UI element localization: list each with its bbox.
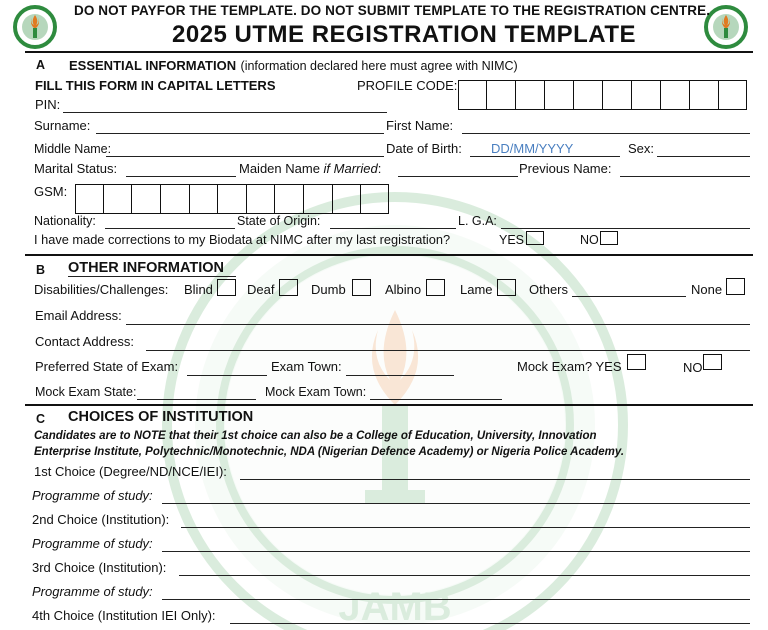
option-blind-label: Blind <box>184 282 213 297</box>
section-divider <box>25 404 753 406</box>
section-b-title: OTHER INFORMATION <box>68 260 224 276</box>
programme-1-label: Programme of study: <box>32 488 153 503</box>
marital-status-label: Marital Status: <box>34 161 118 176</box>
section-a-title: ESSENTIAL INFORMATION <box>69 58 237 73</box>
section-b-letter: B <box>36 263 46 277</box>
corrections-no-label: NO <box>580 233 599 247</box>
jamb-logo-left <box>13 5 57 49</box>
pin-field[interactable] <box>63 112 387 113</box>
mock-exam-no-checkbox[interactable] <box>703 354 722 370</box>
option-none-checkbox[interactable] <box>726 278 745 295</box>
corrections-yes-checkbox[interactable] <box>526 231 544 245</box>
preferred-state-label: Preferred State of Exam: <box>35 359 179 374</box>
maiden-name-field[interactable] <box>398 176 518 177</box>
programme-1-field[interactable] <box>162 503 750 504</box>
section-c-title: CHOICES OF INSTITUTION <box>68 409 254 425</box>
lga-label: L. G.A: <box>458 214 497 228</box>
option-albino-checkbox[interactable] <box>426 279 445 296</box>
programme-3-label: Programme of study: <box>32 584 153 599</box>
mock-exam-no-label: NO <box>683 360 703 375</box>
exam-town-field[interactable] <box>346 375 454 376</box>
choices-note-line2: Enterprise Institute, Polytechnic/Monotechnic, NDA (Nigerian Defence Academy) or Nigeria Police Academy. <box>34 446 625 458</box>
header-warning-note: DO NOT PAYFOR THE TEMPLATE. DO NOT SUBMIT TEMPLATE TO THE REGISTRATION CENTRE. <box>74 3 711 18</box>
programme-2-label: Programme of study: <box>32 536 153 551</box>
section-b-title-underline <box>68 276 236 277</box>
surname-field[interactable] <box>96 133 384 134</box>
dob-field[interactable] <box>470 156 620 157</box>
dob-placeholder: DD/MM/YYYY <box>491 141 574 156</box>
email-field[interactable] <box>126 324 750 325</box>
state-of-origin-field[interactable] <box>330 228 456 229</box>
option-albino-label: Albino <box>385 282 422 297</box>
programme-2-field[interactable] <box>162 551 750 552</box>
profile-code-label: PROFILE CODE: <box>357 78 458 93</box>
sex-label: Sex: <box>628 141 655 156</box>
nationality-field[interactable] <box>105 228 235 229</box>
surname-label: Surname: <box>34 118 91 133</box>
option-blind-checkbox[interactable] <box>217 279 236 296</box>
profile-code-cells <box>458 80 747 110</box>
sex-field[interactable] <box>657 156 750 157</box>
mock-exam-town-label: Mock Exam Town: <box>265 385 367 399</box>
corrections-question: I have made corrections to my Biodata at NIMC after my last registration? <box>34 232 451 247</box>
email-label: Email Address: <box>35 308 122 323</box>
pin-label: PIN: <box>35 97 61 112</box>
mock-exam-state-label: Mock Exam State: <box>35 385 137 399</box>
lga-field[interactable] <box>501 228 750 229</box>
mock-exam-state-field[interactable] <box>137 399 256 400</box>
section-a-letter: A <box>36 58 46 72</box>
first-name-label: First Name: <box>386 118 454 133</box>
option-deaf-checkbox[interactable] <box>279 279 298 296</box>
option-lame-checkbox[interactable] <box>497 279 516 296</box>
exam-town-label: Exam Town: <box>271 359 342 374</box>
fourth-choice-field[interactable] <box>230 623 750 624</box>
option-lame-label: Lame <box>460 282 493 297</box>
page-title: 2025 UTME REGISTRATION TEMPLATE <box>172 21 636 48</box>
previous-name-label: Previous Name: <box>519 161 612 176</box>
section-divider <box>25 51 753 53</box>
maiden-name-label: Maiden Name if Married: <box>239 161 382 176</box>
first-choice-label: 1st Choice (Degree/ND/NCE/IEI): <box>34 464 227 479</box>
fourth-choice-label: 4th Choice (Institution IEI Only): <box>32 608 216 623</box>
capital-letters-instruction: FILL THIS FORM IN CAPITAL LETTERS <box>35 78 276 93</box>
second-choice-label: 2nd Choice (Institution): <box>32 512 170 527</box>
option-dumb-label: Dumb <box>311 282 346 297</box>
choices-note-line1: Candidates are to NOTE that their 1st choice can also be a College of Education, University, Innovation <box>34 430 597 442</box>
section-divider <box>25 254 753 256</box>
third-choice-field[interactable] <box>179 575 750 576</box>
watermark-text: JAMB <box>338 585 452 629</box>
option-deaf-label: Deaf <box>247 282 275 297</box>
second-choice-field[interactable] <box>181 527 750 528</box>
state-of-origin-label: State of Origin: <box>237 214 321 228</box>
corrections-no-checkbox[interactable] <box>600 231 618 245</box>
programme-3-field[interactable] <box>162 599 750 600</box>
previous-name-field[interactable] <box>620 176 750 177</box>
option-others-label: Others <box>529 282 569 297</box>
middle-name-label: Middle Name: <box>34 142 112 156</box>
contact-address-field[interactable] <box>146 350 750 351</box>
first-name-field[interactable] <box>462 133 750 134</box>
middle-name-field[interactable] <box>106 156 384 157</box>
third-choice-label: 3rd Choice (Institution): <box>32 560 167 575</box>
nationality-label: Nationality: <box>34 214 96 228</box>
first-choice-field[interactable] <box>240 479 750 480</box>
disabilities-label: Disabilities/Challenges: <box>34 282 169 297</box>
section-a-subtitle: (information declared here must agree with NIMC) <box>240 59 518 73</box>
gsm-label: GSM: <box>34 184 68 199</box>
contact-address-label: Contact Address: <box>35 334 134 349</box>
gsm-cells <box>75 184 389 214</box>
mock-exam-yes-checkbox[interactable] <box>627 354 646 370</box>
option-dumb-checkbox[interactable] <box>352 279 371 296</box>
option-others-field[interactable] <box>572 296 686 297</box>
mock-exam-town-field[interactable] <box>370 399 502 400</box>
corrections-yes-label: YES <box>499 233 525 247</box>
section-c-letter: C <box>36 412 46 426</box>
option-none-label: None <box>691 282 723 297</box>
jamb-logo-right <box>704 5 748 49</box>
mock-exam-yes-label: Mock Exam? YES <box>517 359 622 374</box>
preferred-state-field[interactable] <box>187 375 267 376</box>
marital-status-field[interactable] <box>126 176 236 177</box>
dob-label: Date of Birth: <box>386 141 462 156</box>
